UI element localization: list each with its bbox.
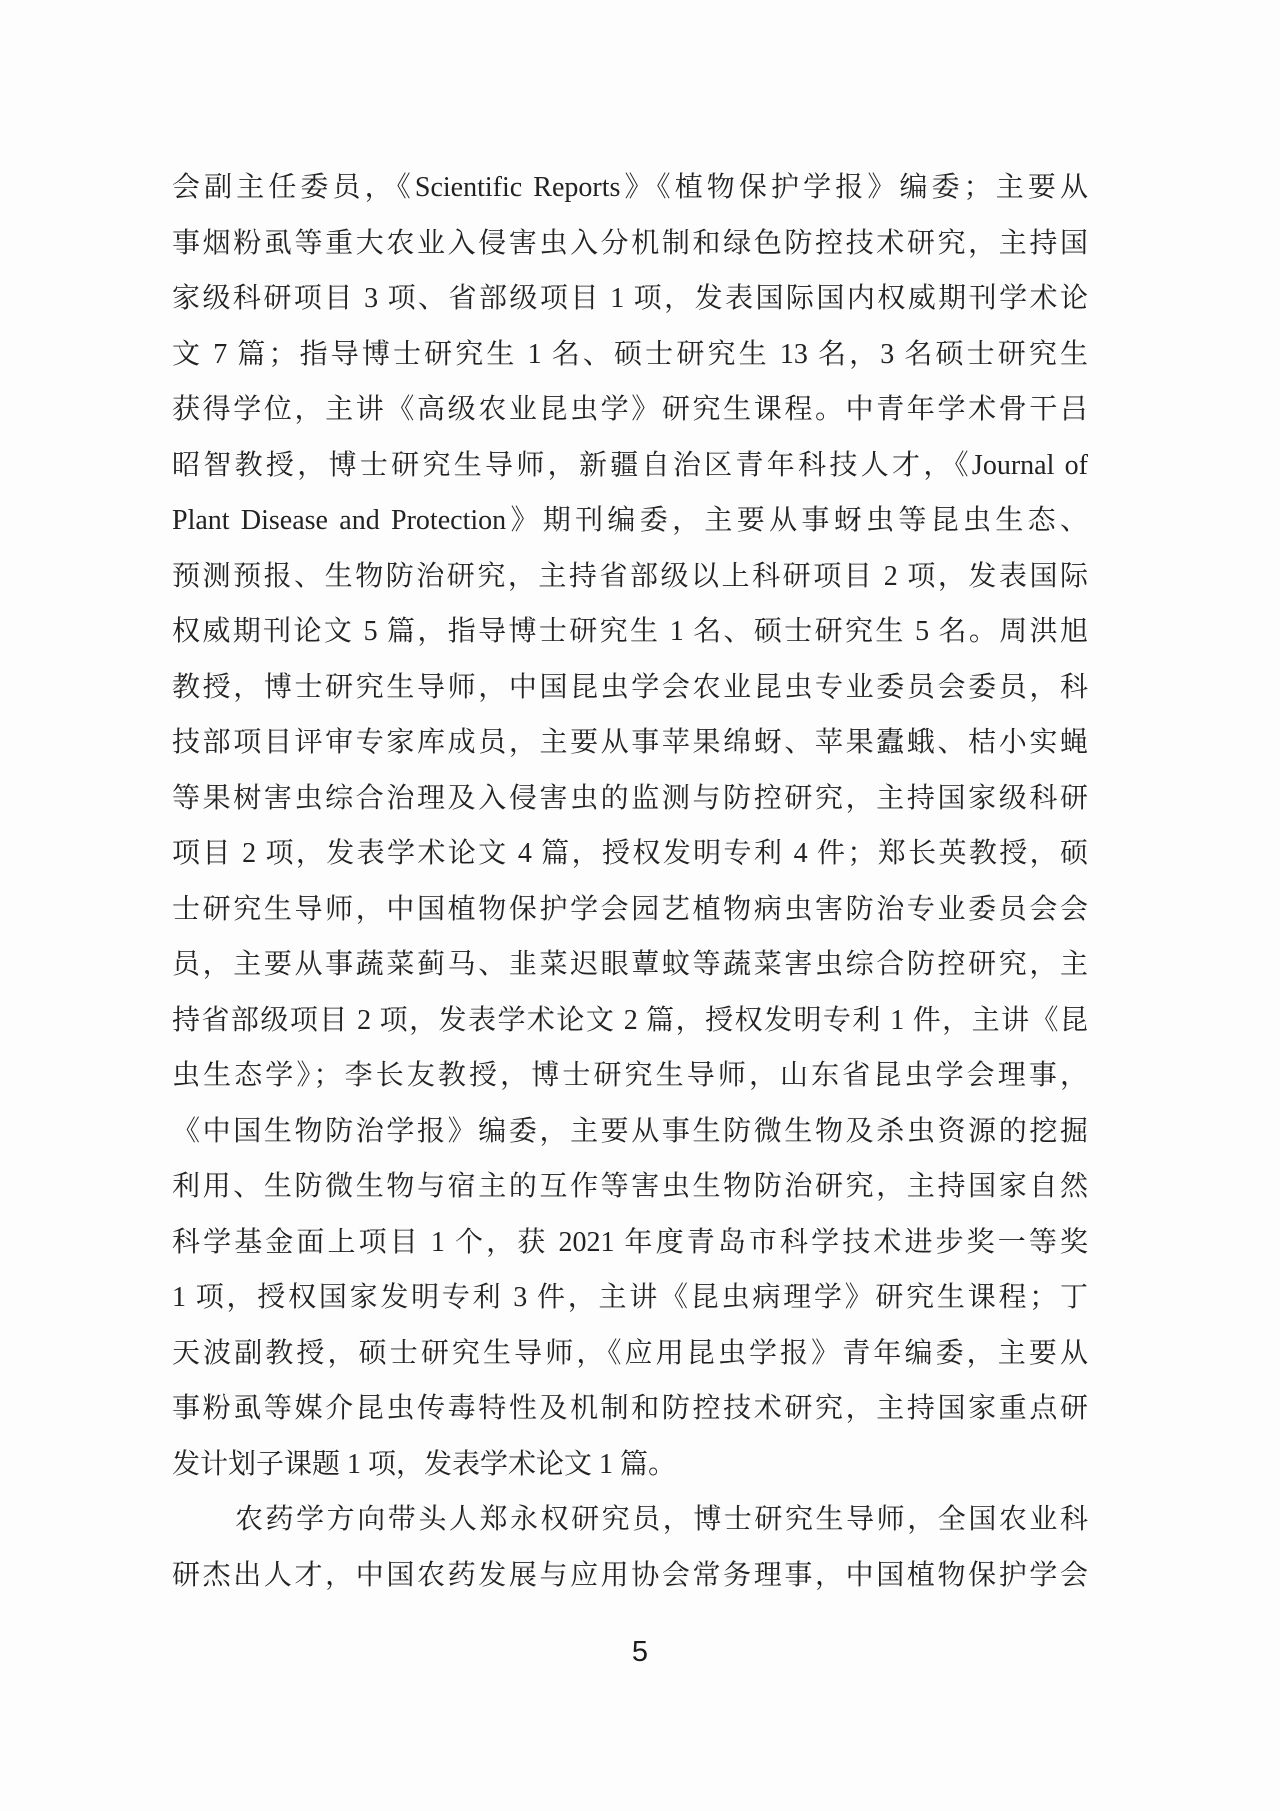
text-line: 权威期刊论文 5 篇，指导博士研究生 1 名、硕士研究生 5 名。周洪旭 bbox=[172, 616, 1088, 647]
text-line: 《中国生物防治学报》编委，主要从事生防微生物及杀虫资源的挖掘 bbox=[172, 1115, 1088, 1147]
page-number: 5 bbox=[631, 1636, 649, 1668]
text-line: 天波副教授，硕士研究生导师，《应用昆虫学报》青年编委，主要从 bbox=[172, 1337, 1088, 1369]
text-line: 利用、生防微生物与宿主的互作等害虫生物防治研究，主持国家自然 bbox=[172, 1171, 1088, 1202]
text-line: 预测预报、生物防治研究，主持省部级以上科研项目 2 项，发表国际 bbox=[172, 560, 1088, 592]
text-line: 员，主要从事蔬菜蓟马、韭菜迟眼蕈蚊等蔬菜害虫综合防控研究，主 bbox=[172, 949, 1088, 980]
text-line: 昭智教授，博士研究生导师，新疆自治区青年科技人才，《Journal of bbox=[172, 449, 1088, 481]
text-line: 持省部级项目 2 项，发表学术论文 2 篇，授权发明专利 1 件，主讲《昆 bbox=[172, 1004, 1088, 1036]
text-line: 教授，博士研究生导师，中国昆虫学会农业昆虫专业委员会委员，科 bbox=[172, 671, 1088, 703]
text-line: 技部项目评审专家库成员，主要从事苹果绵蚜、苹果蠹蛾、桔小实蝇 bbox=[172, 727, 1088, 758]
text-line: 文 7 篇；指导博士研究生 1 名、硕士研究生 13 名，3 名硕士研究生 bbox=[172, 338, 1088, 370]
text-line: 事烟粉虱等重大农业入侵害虫入分机制和绿色防控技术研究，主持国 bbox=[172, 227, 1088, 259]
text-line: 研杰出人才，中国农药发展与应用协会常务理事，中国植物保护学会 bbox=[172, 1559, 1088, 1591]
paragraph-2 bbox=[172, 1492, 1088, 1603]
text-line: 等果树害虫综合治理及入侵害虫的监测与防控研究，主持国家级科研 bbox=[172, 782, 1088, 814]
page-text-body bbox=[172, 160, 1088, 1603]
text-line: 事粉虱等媒介昆虫传毒特性及机制和防控技术研究，主持国家重点研 bbox=[172, 1393, 1088, 1424]
text-line: 会副主任委员，《Scientific Reports》《植物保护学报》编委；主要从 bbox=[172, 172, 1088, 203]
text-line: 发计划子课题 1 项，发表学术论文 1 篇。 bbox=[172, 1448, 677, 1480]
text-line: 士研究生导师，中国植物保护学会园艺植物病虫害防治专业委员会会 bbox=[172, 893, 1088, 925]
text-line: 1 项，授权国家发明专利 3 件，主讲《昆虫病理学》研究生课程；丁 bbox=[172, 1282, 1088, 1313]
paragraph-1 bbox=[172, 160, 1088, 1492]
text-line: 获得学位，主讲《高级农业昆虫学》研究生课程。中青年学术骨干吕 bbox=[172, 394, 1088, 425]
text-line: 项目 2 项，发表学术论文 4 篇，授权发明专利 4 件；郑长英教授，硕 bbox=[172, 838, 1088, 869]
text-line: 家级科研项目 3 项、省部级项目 1 项，发表国际国内权威期刊学术论 bbox=[172, 283, 1088, 314]
text-line: 农药学方向带头人郑永权研究员，博士研究生导师，全国农业科 bbox=[235, 1504, 1088, 1535]
text-line: 科学基金面上项目 1 个，获 2021 年度青岛市科学技术进步奖一等奖 bbox=[172, 1226, 1088, 1258]
text-line: Plant Disease and Protection》期刊编委，主要从事蚜虫等昆虫生态、 bbox=[172, 505, 1088, 536]
text-line: 虫生态学》；李长友教授，博士研究生导师，山东省昆虫学会理事， bbox=[172, 1060, 1088, 1091]
